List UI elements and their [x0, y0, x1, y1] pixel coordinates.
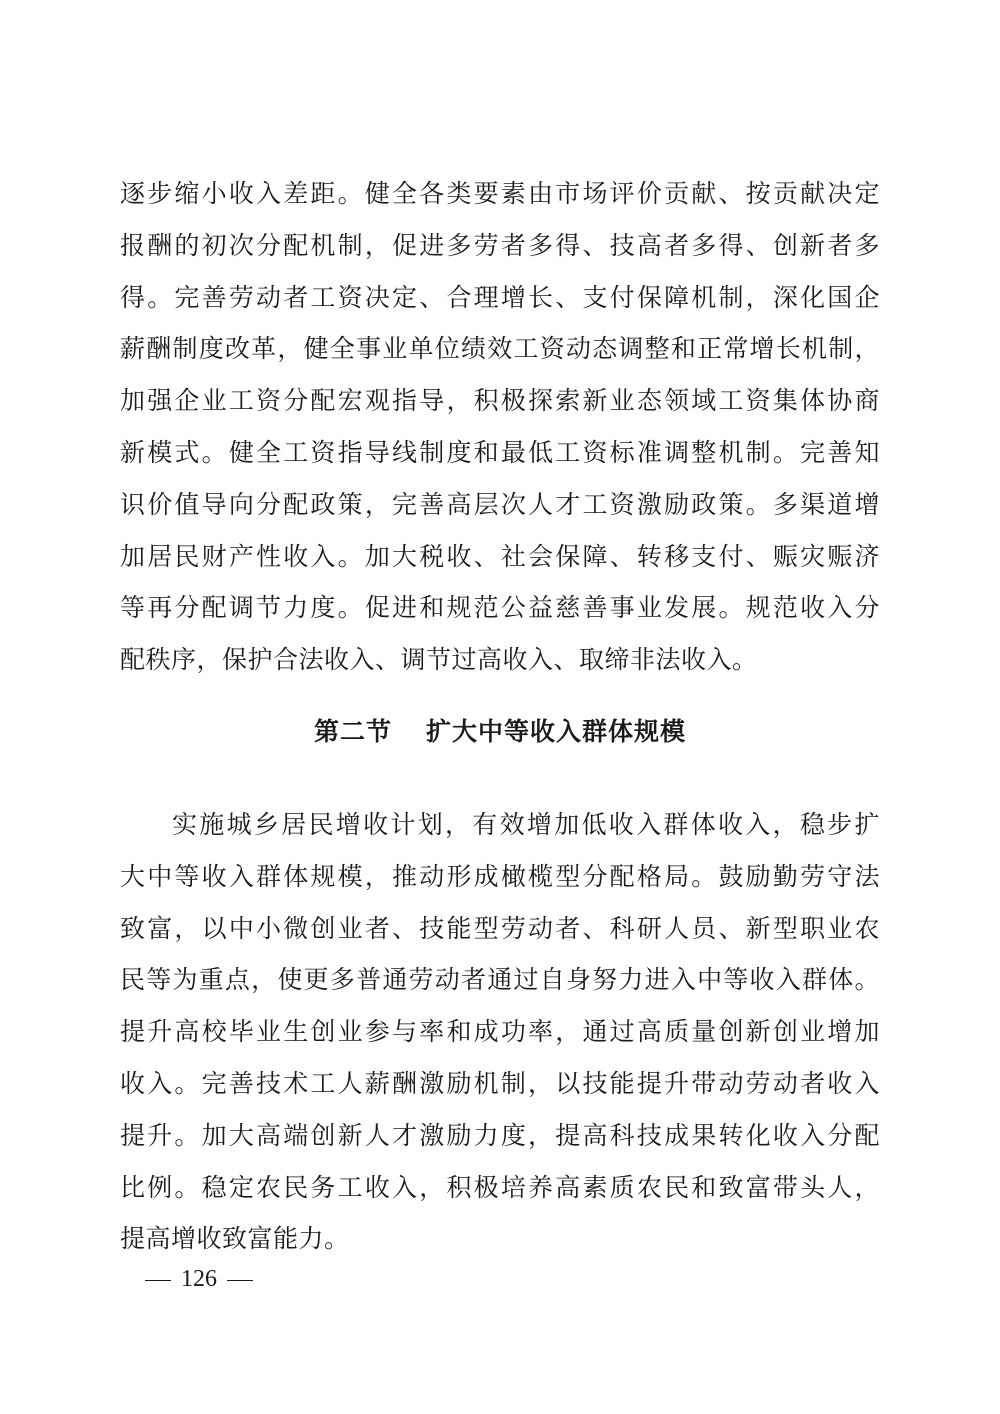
text-line: 致富，以中小微创业者、技能型劳动者、科研人员、新型职业农: [120, 913, 880, 943]
text-line: 提高增收致富能力。: [120, 1224, 350, 1254]
page-number-dash-left: [145, 1280, 171, 1281]
page-number: [145, 1264, 253, 1294]
section-heading: [0, 712, 1000, 752]
paragraph-income-distribution: [120, 168, 880, 686]
text-line: 报酬的初次分配机制，促进多劳者多得、技高者多得、创新者多: [120, 230, 880, 260]
text-line: 民等为重点，使更多普通劳动者通过自身努力进入中等收入群体。: [120, 965, 880, 995]
text-line: 加居民财产性收入。加大税收、社会保障、转移支付、赈灾赈济: [120, 541, 880, 571]
text-line: 大中等收入群体规模，推动形成橄榄型分配格局。鼓励勤劳守法: [120, 861, 880, 891]
page-number-dash-right: [227, 1280, 253, 1281]
page-number-value: 126: [181, 1266, 217, 1292]
text-line: 配秩序，保护合法收入、调节过高收入、取缔非法收入。: [120, 645, 758, 675]
text-line: 新模式。健全工资指导线制度和最低工资标准调整机制。完善知: [120, 437, 880, 467]
text-line: 提升高校毕业生创业参与率和成功率，通过高质量创新创业增加: [120, 1017, 880, 1047]
text-line: 比例。稳定农民务工收入，积极培养高素质农民和致富带头人，: [120, 1172, 880, 1202]
text-line: 收入。完善技术工人薪酬激励机制，以技能提升带动劳动者收入: [120, 1068, 880, 1098]
text-line: 等再分配调节力度。促进和规范公益慈善事业发展。规范收入分: [120, 593, 880, 623]
text-line: 实施城乡居民增收计划，有效增加低收入群体收入，稳步扩: [172, 810, 880, 839]
text-line: 识价值导向分配政策，完善高层次人才工资激励政策。多渠道增: [120, 489, 880, 519]
paragraph-middle-income-group: [120, 799, 880, 1265]
section-number: 第二节: [313, 717, 392, 746]
text-line: 加强企业工资分配宏观指导，积极探索新业态领域工资集体协商: [120, 386, 880, 416]
text-line: 得。完善劳动者工资决定、合理增长、支付保障机制，深化国企: [120, 282, 880, 312]
text-line: 逐步缩小收入差距。健全各类要素由市场评价贡献、按贡献决定: [120, 179, 880, 208]
text-line: 提升。加大高端创新人才激励力度，提高科技成果转化收入分配: [120, 1120, 880, 1150]
text-line: 薪酬制度改革，健全事业单位绩效工资动态调整和正常增长机制，: [120, 334, 880, 364]
section-title: 扩大中等收入群体规模: [426, 717, 687, 746]
